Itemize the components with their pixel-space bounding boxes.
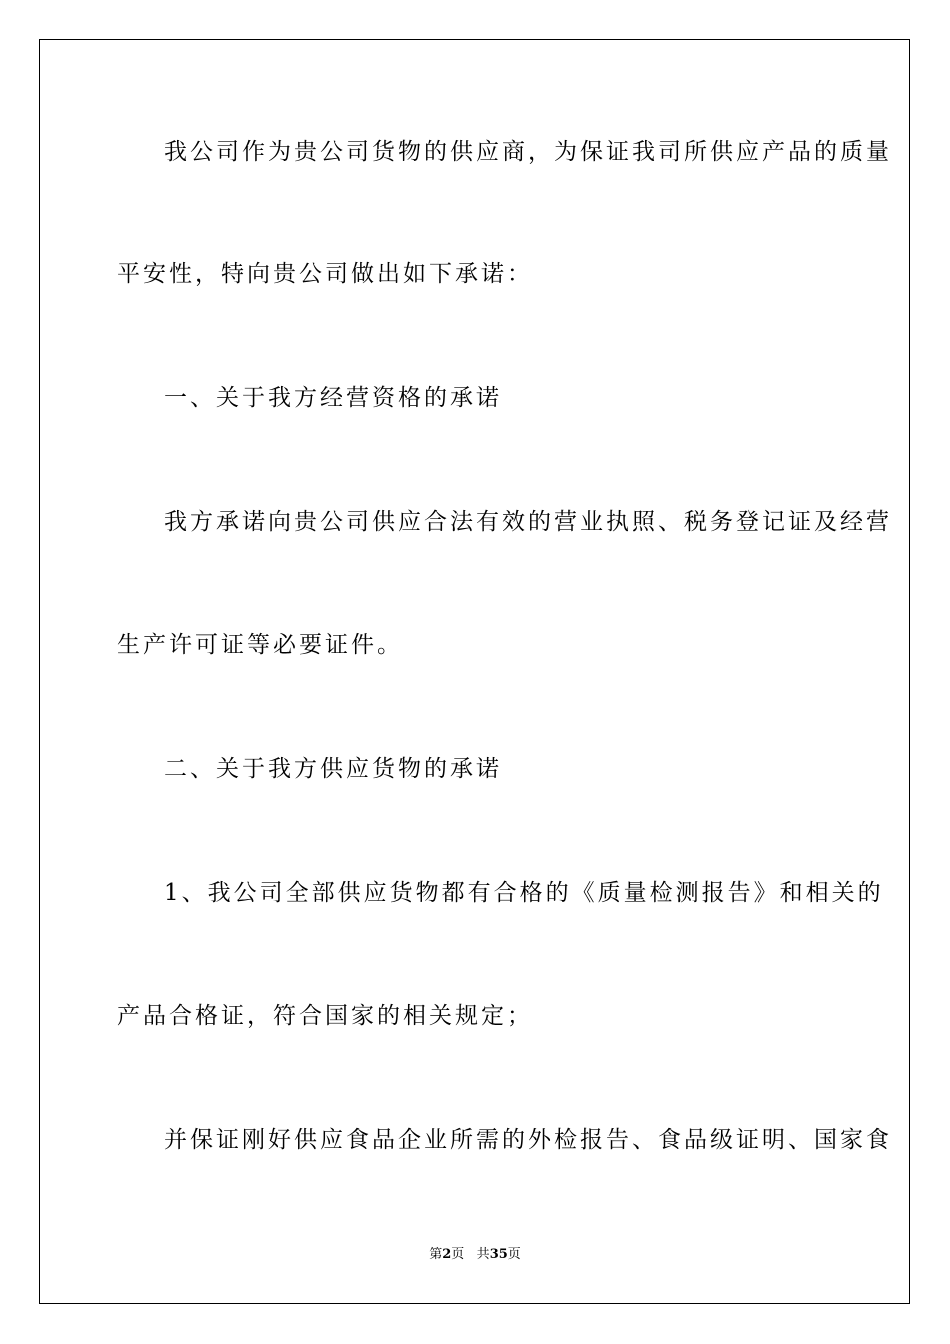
footer-prefix: 第 <box>429 1247 443 1262</box>
footer-total-suffix: 页 <box>507 1247 521 1262</box>
paragraph-line: 平安性，特向贵公司做出如下承诺： <box>117 261 533 287</box>
paragraph-line: 产品合格证，符合国家的相关规定； <box>117 1003 533 1029</box>
page-border <box>39 39 910 1304</box>
page-footer <box>0 1246 950 1264</box>
paragraph-line: 我方承诺向贵公司供应合法有效的营业执照、税务登记证及经营 <box>164 509 892 535</box>
section-heading: 一、关于我方经营资格的承诺 <box>164 385 502 411</box>
footer-total-prefix: 共 <box>476 1247 490 1262</box>
section-heading: 二、关于我方供应货物的承诺 <box>164 756 502 782</box>
total-page-count: 35 <box>489 1247 508 1262</box>
current-page-number: 2 <box>442 1247 452 1262</box>
paragraph-line: 1、我公司全部供应货物都有合格的《质量检测报告》和相关的 <box>164 880 884 906</box>
footer-page-suffix: 页 <box>451 1247 465 1262</box>
paragraph-line: 并保证刚好供应食品企业所需的外检报告、食品级证明、国家食 <box>164 1127 892 1153</box>
paragraph-line: 我公司作为贵公司货物的供应商，为保证我司所供应产品的质量 <box>164 139 892 165</box>
paragraph-line: 生产许可证等必要证件。 <box>117 632 403 658</box>
